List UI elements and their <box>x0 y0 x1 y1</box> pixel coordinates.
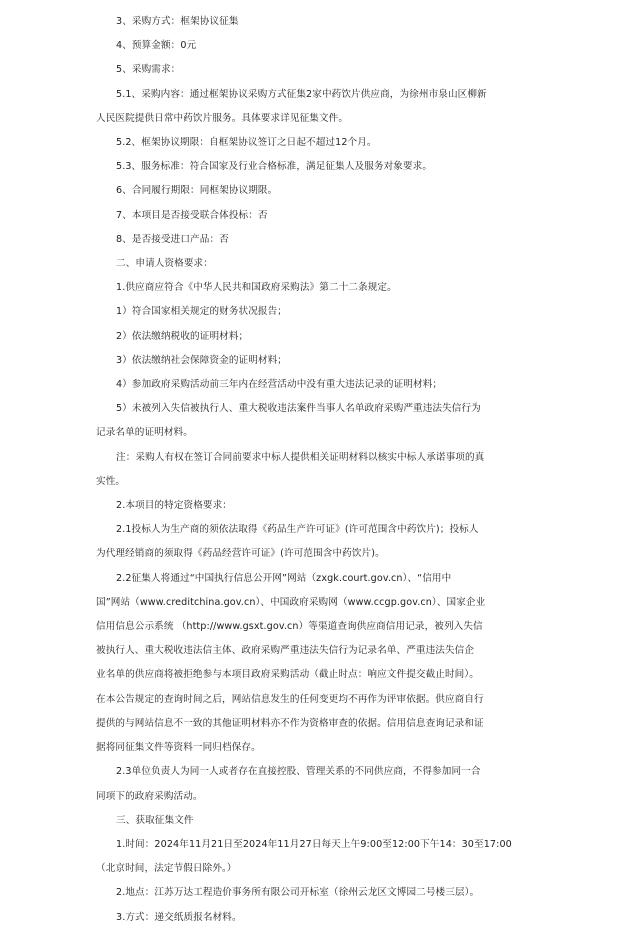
text-line: 国”网站（www.creditchina.gov.cn）、中国政府采购网（www.ccgp.gov.cn）、国家企业 <box>96 596 486 608</box>
text-line: 3）依法缴纳社会保障资金的证明材料； <box>116 354 287 366</box>
text-line: 5）未被列入失信被执行人、重大税收违法案件当事人名单政府采购严重违法失信行为 <box>116 403 481 415</box>
text-line: 2.1投标人为生产商的须依法取得《药品生产许可证》(许可范围含中药饮片)；投标人 <box>116 524 479 536</box>
text-line: 被执行人、重大税收违法信主体、政府采购严重违法失信行为记录名单、严重违法失信企 <box>96 645 475 657</box>
text-line: 注：采购人有权在签订合同前要求中标人提供相关证明材料以核实中标人承诺事项的真 <box>116 451 485 463</box>
text-line: （北京时间，法定节假日除外。） <box>96 863 237 875</box>
section-heading: 二、申请人资格要求： <box>116 258 213 270</box>
text-line: 业名单的供应商将被拒绝参与本项目政府采购活动（截止时点：响应文件提交截止时间）。 <box>96 669 479 681</box>
section-heading: 三、获取征集文件 <box>116 814 194 826</box>
text-line: 2.3单位负责人为同一人或者存在直接控股、管理关系的不同供应商，不得参加同一合 <box>116 766 481 778</box>
text-line: 4、预算金额：0元 <box>116 40 197 52</box>
text-line: 3、采购方式：框架协议征集 <box>116 16 239 27</box>
text-line: 4）参加政府采购活动前三年内在经营活动中没有重大违法记录的证明材料； <box>116 379 443 391</box>
text-line: 6、合同履行期限：同框架协议期限。 <box>116 185 278 197</box>
text-line: 1）符合国家相关规定的财务状况报告； <box>116 306 287 318</box>
text-line: 实性。 <box>96 475 126 487</box>
text-line: 2.2征集人将通过“中国执行信息公开网”网站（zxgk.court.gov.cn）、“信用中 <box>116 572 452 584</box>
text-line: 2.本项目的特定资格要求： <box>116 500 232 512</box>
text-line: 记录名单的证明材料。 <box>96 427 193 439</box>
text-line: 7、本项目是否接受联合体投标：否 <box>116 209 268 221</box>
text-line: 1.供应商应符合《中华人民共和国政府采购法》第二十二条规定。 <box>116 282 397 294</box>
text-line: 5.1、采购内容：通过框架协议采购方式征集2家中药饮片供应商，为徐州市泉山区柳新 <box>116 88 487 100</box>
text-line: 同项下的政府采购活动。 <box>96 790 203 802</box>
text-line: 人民医院提供日常中药饮片服务。具体要求详见征集文件。 <box>96 112 349 124</box>
text-line: 在本公告规定的查询时间之后，网站信息发生的任何变更均不再作为评审依据。供应商自行 <box>96 693 484 705</box>
text-line: 2.地点：江苏万达工程造价事务所有限公司开标室（徐州云龙区文博园二号楼三层）。 <box>116 887 480 899</box>
text-line: 1.时间：2024年11月21日至2024年11月27日每天上午9:00至12:00下午14：30至17:00 <box>116 838 512 850</box>
text-line: 为代理经销商的须取得《药品经营许可证》(许可范围含中药饮片)。 <box>96 548 385 560</box>
text-line: 信用信息公示系统 （http://www.gsxt.gov.cn）等渠道查询供应商信用记录，被列入失信 <box>96 621 483 633</box>
text-line: 2）依法缴纳税收的证明材料； <box>116 330 249 342</box>
text-line: 3.方式：递交纸质报名材料。 <box>116 911 242 923</box>
text-line: 据将同征集文件等资料一同归档保存。 <box>96 742 261 754</box>
text-line: 5.2、框架协议期限：自框架协议签订之日起不超过12个月。 <box>116 137 377 149</box>
text-line: 8、是否接受进口产品：否 <box>116 233 229 245</box>
text-line: 提供的与网站信息不一致的其他证明材料亦不作为资格审查的依据。信用信息查询记录和证 <box>96 717 484 729</box>
text-line: 5.3、服务标准：符合国家及行业合格标准，满足征集人及服务对象要求。 <box>116 161 433 173</box>
text-line: 5、采购需求： <box>116 64 181 76</box>
